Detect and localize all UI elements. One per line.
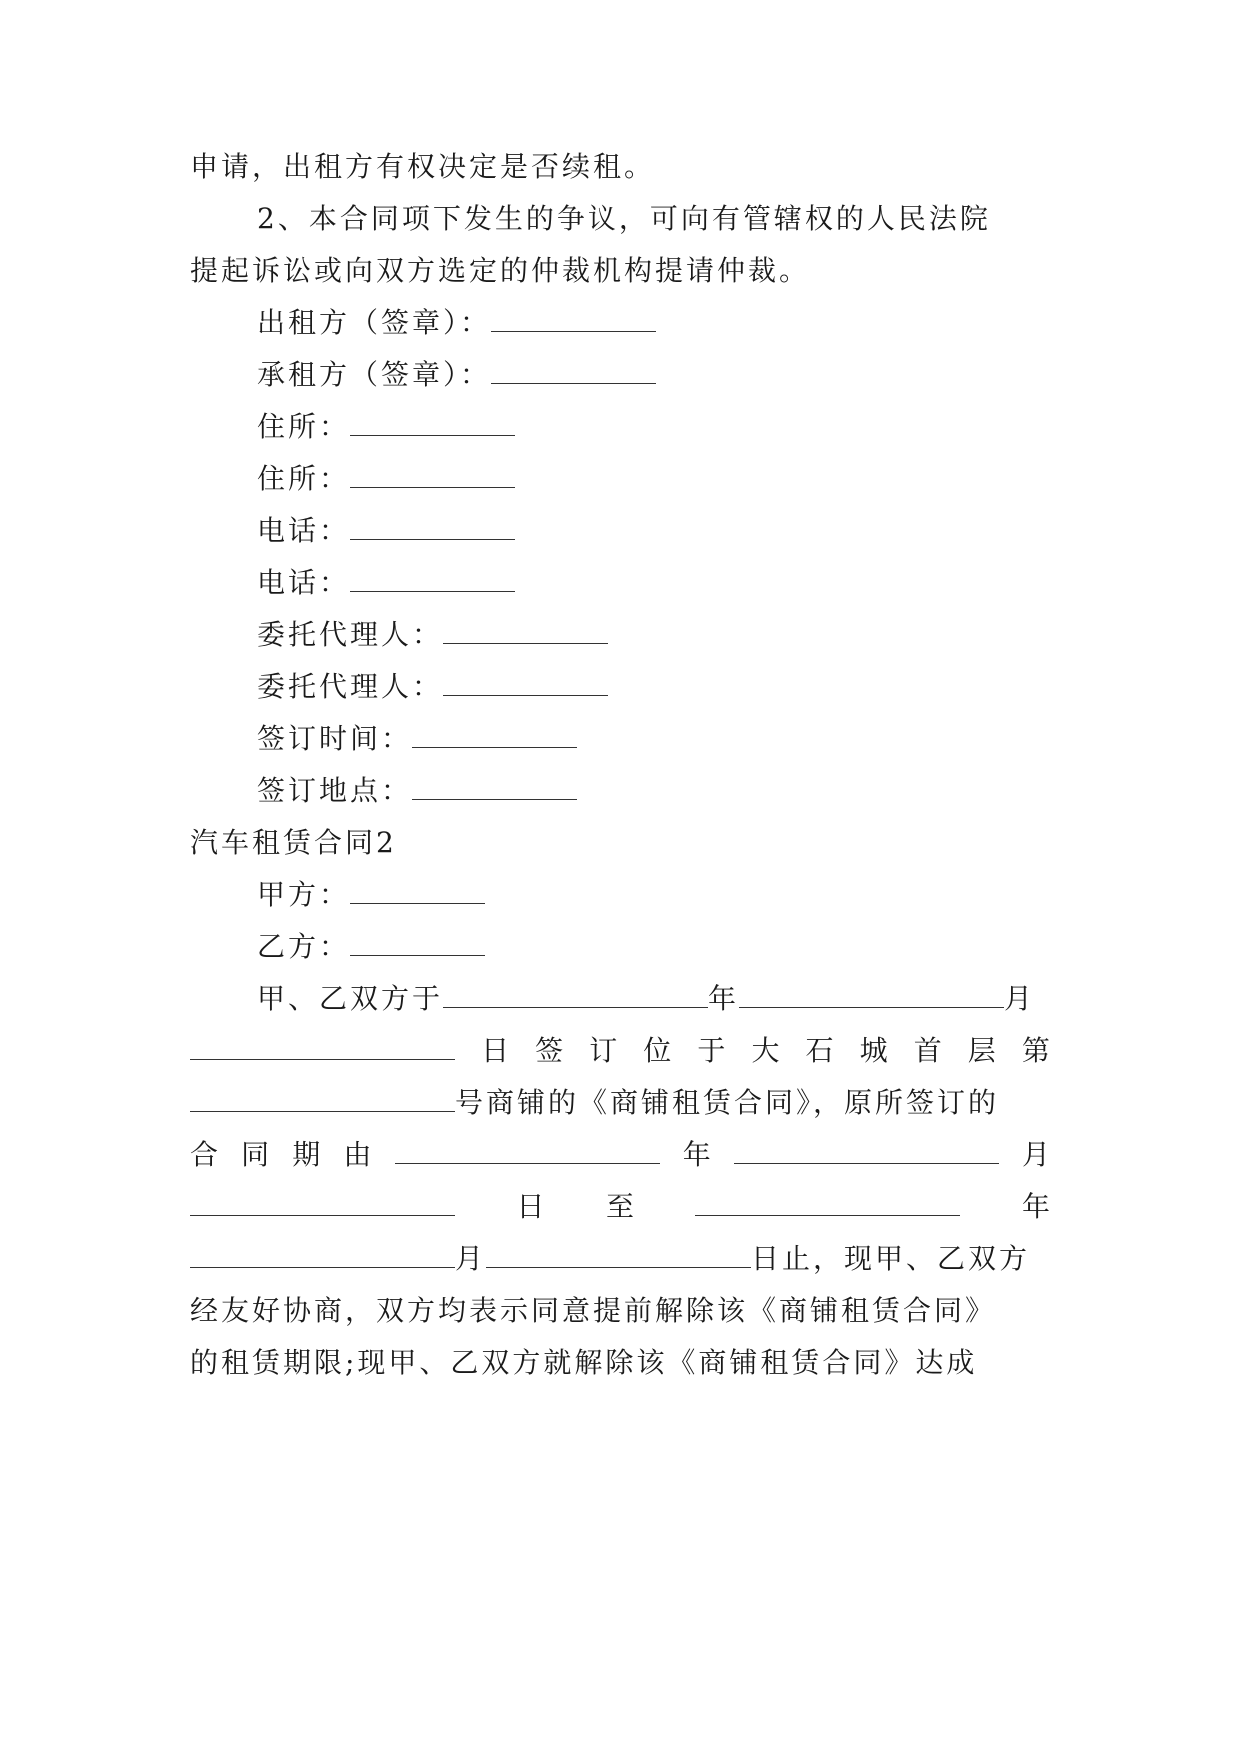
field-label: 乙方：: [257, 930, 351, 963]
blank-field[interactable]: [350, 461, 515, 488]
text-span: 月: [1004, 982, 1036, 1015]
field-label: 签订地点：: [257, 774, 413, 807]
paragraph-line: [190, 1187, 1050, 1227]
field-label: 签订时间：: [257, 722, 413, 755]
blank-field[interactable]: [443, 617, 608, 644]
address-line: [257, 459, 1050, 499]
word: 同: [241, 1138, 270, 1171]
blank-field[interactable]: [190, 1241, 455, 1268]
blank-field[interactable]: [491, 305, 656, 332]
word: 位: [643, 1034, 672, 1067]
phone-line: [257, 563, 1050, 603]
word: 至: [605, 1190, 634, 1223]
text-span: 年: [708, 982, 740, 1015]
field-label: 承租方（签章）：: [257, 358, 492, 391]
blank-field[interactable]: [190, 1085, 455, 1112]
sign-time-line: [257, 719, 1050, 759]
blank-field[interactable]: [190, 1189, 455, 1216]
word: 城: [859, 1034, 888, 1067]
paragraph-line: [257, 979, 1050, 1019]
text-line: 经友好协商，双方均表示同意提前解除该《商铺租赁合同》: [190, 1294, 997, 1327]
blank-field[interactable]: [190, 1033, 455, 1060]
agent-line: [257, 667, 1050, 707]
lessee-signature-line: [257, 355, 1050, 395]
word: 年: [1021, 1190, 1050, 1223]
field-label: 甲方：: [257, 878, 351, 911]
blank-field[interactable]: [491, 357, 656, 384]
party-a-line: [257, 875, 1050, 915]
blank-field[interactable]: [350, 929, 485, 956]
text-span: 甲、乙双方于: [257, 982, 444, 1015]
word: 首: [913, 1034, 942, 1067]
word: 第: [1021, 1034, 1050, 1067]
paragraph-line: [190, 1031, 1050, 1071]
blank-field[interactable]: [739, 981, 1004, 1008]
word: 日: [481, 1034, 510, 1067]
sign-place-line: [257, 771, 1050, 811]
paragraph-line: [190, 1239, 1050, 1279]
text-line: 提起诉讼或向双方选定的仲裁机构提请仲裁。: [190, 254, 811, 287]
field-label: 电话：: [257, 514, 351, 547]
text-line: 2、本合同项下发生的争议，可向有管辖权的人民法院: [257, 202, 991, 235]
blank-field[interactable]: [443, 669, 608, 696]
blank-field[interactable]: [734, 1137, 999, 1164]
field-label: 电话：: [257, 566, 351, 599]
word: 日: [516, 1190, 545, 1223]
blank-field[interactable]: [412, 721, 577, 748]
phone-line: [257, 511, 1050, 551]
lessor-signature-line: [257, 303, 1050, 343]
address-line: [257, 407, 1050, 447]
blank-field[interactable]: [395, 1137, 660, 1164]
word: 订: [589, 1034, 618, 1067]
blank-field[interactable]: [350, 513, 515, 540]
field-label: 出租方（签章）：: [257, 306, 492, 339]
word: 期: [292, 1138, 321, 1171]
paragraph-line: [190, 1083, 1050, 1123]
blank-field[interactable]: [486, 1241, 751, 1268]
word: 签: [535, 1034, 564, 1067]
party-b-line: [257, 927, 1050, 967]
paragraph-line: [190, 1135, 1050, 1175]
field-label: 委托代理人：: [257, 670, 444, 703]
blank-field[interactable]: [695, 1189, 960, 1216]
blank-field[interactable]: [350, 565, 515, 592]
field-label: 住所：: [257, 410, 351, 443]
word: 层: [967, 1034, 996, 1067]
text-span: 日止，现甲、乙双方: [751, 1242, 1031, 1275]
text-line: 申请，出租方有权决定是否续租。: [190, 150, 656, 183]
word: 由: [343, 1138, 372, 1171]
text-span: 月: [455, 1242, 487, 1275]
field-label: 住所：: [257, 462, 351, 495]
word: 于: [697, 1034, 726, 1067]
word: 月: [1021, 1138, 1050, 1171]
word: 年: [682, 1138, 711, 1171]
blank-field[interactable]: [350, 409, 515, 436]
agent-line: [257, 615, 1050, 655]
word: 大: [751, 1034, 780, 1067]
text-line: 的租赁期限;现甲、乙双方就解除该《商铺租赁合同》达成: [190, 1346, 978, 1379]
word: 合: [190, 1138, 219, 1171]
blank-field[interactable]: [350, 877, 485, 904]
blank-field[interactable]: [443, 981, 708, 1008]
section-heading: 汽车租赁合同2: [190, 826, 397, 859]
field-label: 委托代理人：: [257, 618, 444, 651]
text-span: 号商铺的《商铺租赁合同》，原所签订的: [455, 1086, 1000, 1119]
word: 石: [805, 1034, 834, 1067]
blank-field[interactable]: [412, 773, 577, 800]
